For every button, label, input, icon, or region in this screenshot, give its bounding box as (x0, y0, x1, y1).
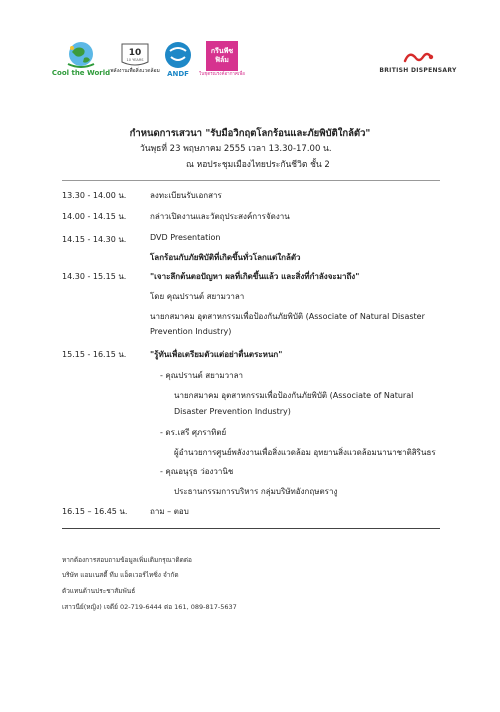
film-logo-line2: ฟิล์ม (215, 55, 229, 64)
globe-icon (64, 40, 98, 70)
footer-company: บริษัท แอมเนสตี้ ทีม แอ็ดเวอร์ไทซิ่ง จำกัด (62, 571, 179, 579)
speaker-affiliation-1a: นายกสมาคม อุตสาหกรรมเพื่อป้องกันภัยพิบัติ (Associate of Natural Disaster (150, 312, 425, 321)
schedule-item-3: DVD Presentation (150, 233, 221, 242)
film-logo-band (206, 41, 238, 71)
speaker-2: - ดร.เสรี ศุภราทิตย์ (160, 428, 227, 437)
schedule-time-6: 16.15 – 16.45 น. (62, 507, 128, 516)
ten-year-logo (110, 36, 160, 80)
schedule-item-2: กล่าวเปิดงานและวัตถุประสงค์การจัดงาน (150, 212, 290, 221)
page-title: กำหนดการเสวนา "รับมือวิกฤตโลกร้อนและภัยพิบัติใกล้ตัว" (129, 128, 371, 139)
film-logo-caption: ในชุดรณรงค์อากาศเพื่อ (199, 71, 246, 77)
ten-year-caption: พลังงานเพื่อสิ่งแวดล้อม (110, 67, 160, 74)
schedule-item-4: "เจาะลึกต้นตอปัญหา ผลที่เกิดขึ้นแล้ว และสิ่งที่กำลังจะมาถึง" (150, 272, 360, 281)
footer-contact-intro: หากต้องการสอบถามข้อมูลเพิ่มเติมกรุณาติดต่อ (62, 556, 192, 564)
speaker-by: โดย คุณปรานต์ สยามวาลา (150, 292, 245, 301)
speaker-1-affiliation-a: นายกสมาคม อุตสาหกรรมเพื่อป้องกันภัยพิบัติ (Associate of Natural (174, 391, 414, 400)
speaker-3-affiliation: ประธานกรรมการบริหาร กลุ่มบริษัทอังกฤษตรางู (174, 487, 338, 496)
speaker-2-affiliation: ผู้อำนวยการศูนย์พลังงานเพื่อสิ่งแวดล้อม อุทยานสิ่งแวดล้อมนานาชาติสิรินธร (174, 448, 436, 457)
andf-text: ANDF (167, 69, 189, 78)
schedule-time-3: 14.15 - 14.30 น. (62, 235, 127, 244)
footer-divider (62, 528, 440, 529)
cool-the-world-text: Cool the World (51, 68, 111, 77)
speaker-3: - คุณอนุรุธ ว่องวานิช (160, 467, 234, 476)
schedule-time-4: 14.30 - 15.15 น. (62, 272, 127, 281)
speaker-1: - คุณปรานต์ สยามวาลา (160, 371, 243, 380)
footer-role: ตัวแทนด้านประชาสัมพันธ์ (62, 587, 136, 595)
film-logo-line1: กรีนพีซ (210, 46, 234, 55)
cool-the-world-logo (52, 36, 110, 80)
footer-phone: เสาวนีย์(หญิง) เจดีย์ 02-719-6444 ต่อ 161, 089-817-5637 (62, 603, 237, 611)
event-date-time: วันพุธที่ 23 พฤษภาคม 2555 เวลา 13.30-17.00 น. (140, 144, 332, 154)
snake-icon (401, 49, 435, 67)
greenpeace-film-logo (199, 38, 246, 80)
schedule-item-6: ถาม – ตอบ (150, 507, 189, 516)
schedule-time-5: 15.15 - 16.15 น. (62, 350, 127, 359)
event-venue: ณ หอประชุมเมืองไทยประกันชีวิต ชั้น 2 (186, 160, 330, 170)
schedule-time-2: 14.00 - 14.15 น. (62, 212, 127, 221)
ten-year-label: 10 YEARS (126, 57, 144, 62)
speaker-affiliation-1b: Prevention Industry) (150, 327, 232, 336)
speaker-1-affiliation-b: Disaster Prevention Industry) (174, 407, 291, 416)
section-subtitle: โลกร้อนกับภัยพิบัติที่เกิดขึ้นทั่วโลกแต่ใกล้ตัว (150, 253, 301, 262)
andf-mark-icon (162, 41, 194, 71)
british-dispensary-logo (376, 44, 460, 78)
andf-logo (158, 38, 198, 80)
ten-year-number: 10 (128, 47, 142, 58)
schedule-time-1: 13.30 - 14.00 น. (62, 191, 127, 200)
anniversary-badge-icon (118, 42, 152, 68)
schedule-item-1: ลงทะเบียนรับเอกสาร (150, 191, 222, 200)
schedule-item-5: "รู้ทันเพื่อเตรียมตัวแต่อย่าตื่นตระหนก" (150, 350, 283, 359)
british-dispensary-text: BRITISH DISPENSARY (379, 66, 457, 74)
separator-line (62, 180, 440, 181)
